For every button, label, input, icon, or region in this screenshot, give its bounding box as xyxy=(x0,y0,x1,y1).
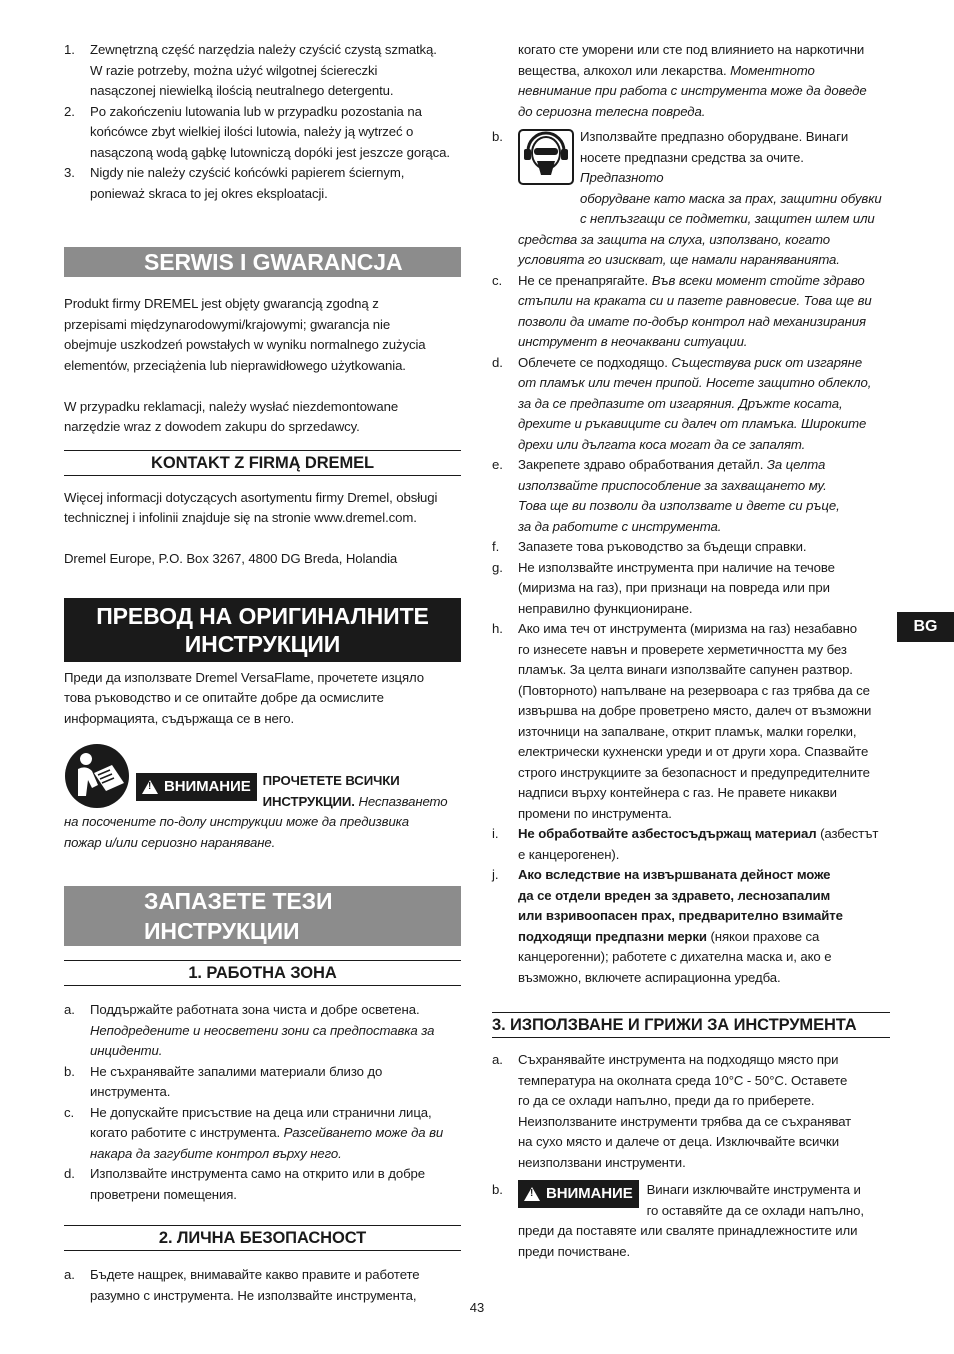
spacer xyxy=(64,570,461,598)
spacer xyxy=(492,988,890,1012)
warning-triangle-icon xyxy=(524,1187,540,1201)
text-line: W przypadku reklamacji, należy wysłać niezdemontowane xyxy=(64,398,399,414)
text-line: nasączoną wodą gąbkę lutowniczą dopóki jest jeszcze gorąca. xyxy=(90,144,450,160)
list-text xyxy=(518,353,890,456)
section-title-licna: 2. ЛИЧНА БЕЗОПАСНОСТ xyxy=(64,1225,461,1251)
text-line: Zewnętrzną część narzędzia należy czyścić czystą szmatką. xyxy=(90,42,437,57)
text-line: Винаги изключвайте инструмента и xyxy=(646,1182,861,1197)
spacer xyxy=(64,277,461,294)
text-line xyxy=(518,312,890,333)
text-line xyxy=(518,373,890,394)
text-line xyxy=(90,1041,461,1062)
text-line: разумно с инструмента. Не използвайте инструмента, xyxy=(90,1287,417,1303)
text-line: elementów, przeciążenia lub nieprawidłowego użytkowania. xyxy=(64,357,406,373)
list-marker: b. xyxy=(492,129,503,144)
text-line xyxy=(518,681,890,702)
text-line xyxy=(518,353,890,374)
text-run: канцерогенни); работете с дихателна маска и, ако е xyxy=(518,949,832,964)
text-line xyxy=(518,599,890,620)
text-line xyxy=(518,640,890,661)
list-text xyxy=(518,455,890,537)
list-marker: c. xyxy=(64,1104,75,1120)
list-item xyxy=(492,271,890,353)
text-run: Не използвайте инструмента при наличие на течове xyxy=(518,559,835,575)
list-item xyxy=(492,1050,890,1173)
text-run: промени по инструмента. xyxy=(518,805,672,821)
text-line xyxy=(518,558,890,579)
text-run: стъпили на краката си и пазете равновесие. Това ще ви xyxy=(518,293,872,308)
text-line: това ръководство и се опитайте добре да осмислите xyxy=(64,690,384,705)
list-marker: b. xyxy=(64,1063,75,1079)
list-text xyxy=(90,40,461,102)
section-title-prevod xyxy=(64,598,461,662)
section-title-use-care: 3. ИЗПОЛЗВАНЕ И ГРИЖИ ЗА ИНСТРУМЕНТА xyxy=(492,1012,890,1038)
text-run: накара да загубите контрол върху него. xyxy=(90,1145,342,1161)
text-line xyxy=(518,947,890,968)
text-line: W razie potrzeby, można użyć wilgotnej ściereczki xyxy=(90,62,378,78)
list-item xyxy=(64,163,461,204)
list-text xyxy=(518,824,890,865)
text-run: Използвайте инструмента само на открито или в добре xyxy=(90,1166,426,1181)
text-line xyxy=(518,435,890,456)
list-marker: b. xyxy=(492,1182,503,1197)
warning-triangle-icon xyxy=(142,780,158,794)
text-line: obejmuje uszkodzeń powstałych w wyniku normalnego zużycia xyxy=(64,337,426,352)
text-line xyxy=(518,81,890,102)
list-text xyxy=(518,537,890,558)
text-line xyxy=(518,804,890,825)
warning-label xyxy=(136,773,257,801)
list-text xyxy=(90,1103,461,1165)
list-item xyxy=(492,537,890,558)
spacer xyxy=(64,946,461,960)
list-item xyxy=(492,558,890,620)
text-line: неизползвани инструменти. xyxy=(518,1154,686,1170)
text-line xyxy=(90,1164,461,1185)
list-marker: h. xyxy=(492,621,503,636)
list-text xyxy=(90,1000,461,1062)
text-line xyxy=(518,517,890,538)
spacer xyxy=(64,853,461,886)
spacer xyxy=(64,204,461,247)
text-line xyxy=(263,792,448,813)
text-run: Не се пренапрягайте. xyxy=(518,272,652,288)
list-text xyxy=(90,102,461,164)
text-line: на посочените по-долу инструкции може да предизвика xyxy=(64,814,410,829)
text-line xyxy=(90,1103,461,1124)
warning-label xyxy=(518,1180,639,1208)
text-run: източници на запалване, открит пламък, малки горелки, xyxy=(518,723,857,739)
text-run: Не съхранявайте запалими материали близо до инструмента. xyxy=(90,1063,383,1099)
section-title-zona: 1. РАБОТНА ЗОНА xyxy=(64,960,461,986)
list-marker: g. xyxy=(492,559,503,575)
list-item xyxy=(492,619,890,824)
text-line xyxy=(518,742,890,763)
text-line: информацията, съдържаща се в него. xyxy=(64,710,295,726)
text-line xyxy=(580,189,890,210)
list-item xyxy=(64,1062,461,1103)
right-column xyxy=(492,40,890,1262)
list-marker: j. xyxy=(492,867,499,882)
list-marker: a. xyxy=(64,1267,75,1282)
text-run: дрехи или дългата коса могат да се запалят. xyxy=(518,436,806,452)
section-title-kontakt: KONTAKT Z FIRMĄ DREMEL xyxy=(64,450,461,476)
text-line xyxy=(518,968,890,989)
text-run: (Повторното) напълване на резервоара с газ трябва да се xyxy=(518,682,870,698)
spacer xyxy=(64,438,461,450)
text-run: Поддържайте работната зона чиста и добре осветена. xyxy=(90,1002,420,1017)
text-line: средства за защита на слуха, използвано, когато xyxy=(518,231,831,247)
text-line xyxy=(90,1123,461,1144)
list-marker: 1. xyxy=(64,42,75,57)
text-run-italic: Разсейването може да ви xyxy=(283,1125,444,1140)
text-line xyxy=(518,291,890,312)
text-run: Използвайте предпазно оборудване. Винаги xyxy=(580,129,849,144)
warning-text: ВНИМАНИЕ xyxy=(546,1185,633,1202)
list-marker: 2. xyxy=(64,103,75,119)
text-run: пламък. За целта винаги използвайте сапунен разтвор. xyxy=(518,662,853,677)
text-line xyxy=(518,886,890,907)
text-line: преди почистване. xyxy=(518,1243,631,1259)
text-run: позволи да имате по-добър контрол над механизирания xyxy=(518,313,866,329)
list-text xyxy=(90,163,461,204)
text-run-italic: Предпазното xyxy=(580,170,664,185)
text-run: извършва на добре проветрено място, далеч от възможни xyxy=(518,703,872,718)
text-run: Ако вследствие на извършваната дейност може xyxy=(518,867,831,882)
text-line xyxy=(90,1062,461,1103)
protective-equipment-icon xyxy=(518,129,574,185)
warning-text: ВНИМАНИЕ xyxy=(164,778,251,795)
text-run: невнимание при работа с инструмента може да доведе xyxy=(518,83,867,98)
spacer xyxy=(64,529,461,550)
text-line xyxy=(518,332,890,353)
list-item xyxy=(64,40,461,102)
text-line: narzędzie wraz z dowodem zakupu do sprzedawcy. xyxy=(64,419,360,434)
text-run: Облечете се подходящо. xyxy=(518,354,672,370)
text-line xyxy=(90,1021,461,1042)
text-line xyxy=(518,61,890,82)
text-line xyxy=(518,476,890,497)
text-line xyxy=(518,414,890,435)
text-line: nasączonej niewielką ilością neutralnego detergentu. xyxy=(90,83,394,98)
text-line xyxy=(518,394,890,415)
text-run: строго инструкциите за безопасност и предупредителните xyxy=(518,764,870,780)
list-text xyxy=(518,558,890,620)
text-line xyxy=(518,824,890,845)
text-line xyxy=(90,1144,461,1165)
text-line: температура на околната среда 10°C - 50°C. Оставете xyxy=(518,1072,848,1088)
text-line: ponieważ skraca to jej okres eksploatacji. xyxy=(90,185,328,201)
text-run: електрически кухненски уреди и от други хора. Спазвайте xyxy=(518,744,869,759)
text-line: Бъдете нащрек, внимавайте какво правите и работете xyxy=(90,1267,420,1282)
list-item xyxy=(492,353,890,456)
text-run: носете предпазни средства за очите. xyxy=(580,149,804,165)
text-run: (някои прахове са xyxy=(706,928,820,944)
text-run: (азбестът xyxy=(816,826,879,841)
warning-heading: ПРОЧЕТЕТЕ ВСИЧКИ xyxy=(262,773,400,788)
text-run: подходящи предпазни мерки xyxy=(518,928,707,944)
read-manual-icon xyxy=(64,743,130,809)
text-run: когато работите с инструмента. xyxy=(90,1125,284,1140)
text-line: końcówce zbyt wielkiej ilości lutowia, należy ją wytrzeć o xyxy=(90,124,414,139)
text-run: Запазете това ръководство за бъдещи справки. xyxy=(518,539,807,554)
text-run: с неплъзгащи се подметки, защитен шлем или xyxy=(580,211,875,226)
text-line: Неизползваните инструменти трябва да се съхраняват xyxy=(518,1113,852,1129)
list-item xyxy=(64,1000,461,1062)
list-text xyxy=(90,1164,461,1205)
list-text xyxy=(518,271,890,353)
text-run: неправилно функциониране. xyxy=(518,600,693,616)
text-line xyxy=(518,537,890,558)
text-run: възможно, включете аспирационна уредба. xyxy=(518,969,781,985)
text-run: Не обработвайте азбестосъдържащ материал xyxy=(518,826,817,841)
spacer xyxy=(64,1251,461,1265)
text-run: за да се предпазите от изгаряния. Дръжте косата, xyxy=(518,395,843,411)
text-line xyxy=(518,701,890,722)
text-line: го оставяйте да се охлади напълно, xyxy=(646,1202,864,1218)
spacer xyxy=(64,729,461,743)
text-line: Dremel Europe, P.O. Box 3267, 4800 DG Breda, Holandia xyxy=(64,551,398,566)
list-marker: 3. xyxy=(64,165,75,180)
spacer xyxy=(64,986,461,1000)
text-line xyxy=(580,209,890,230)
text-line xyxy=(518,578,890,599)
text-line xyxy=(90,1185,461,1206)
list-item xyxy=(492,824,890,865)
title-line: ПРЕВОД НА ОРИГИНАЛНИТЕ xyxy=(96,602,429,629)
text-line: условията го изискват, ще намали нараняванията. xyxy=(518,252,840,267)
text-run-italic: За целта xyxy=(766,457,826,472)
text-line xyxy=(518,102,890,123)
text-line xyxy=(518,271,890,292)
text-run: когато сте уморени или сте под влиянието на наркотични xyxy=(518,42,865,57)
list-marker: f. xyxy=(492,539,500,554)
text-line xyxy=(518,783,890,804)
list-text xyxy=(518,619,890,824)
text-run: Неподредените и неосветени зони са предпоставка за xyxy=(90,1022,435,1038)
text-line: Po zakończeniu lutowania lub w przypadku pozostania na xyxy=(90,103,422,119)
list-text xyxy=(90,1062,461,1103)
text-run: Това ще ви позволи да използвате и двете си ръце, xyxy=(518,498,840,513)
section-title-serwis: SERWIS I GWARANCJA xyxy=(64,247,461,277)
list-item xyxy=(64,1103,461,1165)
text-line: Съхранявайте инструмента на подходящо място при xyxy=(518,1052,839,1067)
text-line: technicznej i infolinii znajduje się na stronie www.dremel.com. xyxy=(64,510,417,525)
section-title-zapazete: ЗАПАЗЕТЕ ТЕЗИ ИНСТРУКЦИИ xyxy=(64,886,461,946)
text-run-italic: Съществува риск от изгаряне xyxy=(671,354,863,370)
spacer xyxy=(492,1038,890,1050)
text-line xyxy=(518,865,890,886)
text-run: или взривоопасен прах, предварително взимайте xyxy=(518,908,843,923)
text-line xyxy=(518,455,890,476)
warning-heading: ИНСТРУКЦИИ. xyxy=(262,793,355,809)
text-run: за да работите с инструмента. xyxy=(518,518,722,534)
spacer xyxy=(64,476,461,488)
text-run: (миризма на газ), при признаци на повреда или при xyxy=(518,580,830,595)
text-run: до сериозна телесна повреда. xyxy=(518,103,706,119)
text-line xyxy=(518,496,890,517)
text-line xyxy=(518,927,890,948)
page-number: 43 xyxy=(469,1300,485,1315)
list-item xyxy=(64,102,461,164)
list-marker: d. xyxy=(64,1166,75,1181)
list-item xyxy=(492,455,890,537)
spacer xyxy=(64,376,461,397)
spacer xyxy=(492,1173,890,1180)
list-text xyxy=(518,865,890,988)
text-line xyxy=(518,660,890,681)
text-run: дрехите и ръкавиците си далеч от пламъка. Широките xyxy=(518,416,867,431)
text-line: на сухо място и далече от деца. Изключвайте всички xyxy=(518,1134,839,1149)
text-run: Не допускайте присъствие на деца или странични лица, xyxy=(90,1104,432,1120)
text-run: оборудване като маска за прах, защитни обувки xyxy=(580,190,882,206)
text-line: преди да поставяте или сваляте принадлежностите или xyxy=(518,1223,858,1238)
text-line: Преди да използвате Dremel VersaFlame, прочетете изцяло xyxy=(64,669,425,685)
list-item xyxy=(492,127,890,271)
text-line: Produkt firmy DREMEL jest objęty gwarancją zgodną z xyxy=(64,296,379,311)
text-run: проветрени помещения. xyxy=(90,1186,237,1202)
text-line: Więcej informacji dotyczących asortymentu firmy Dremel, obsługi xyxy=(64,489,438,505)
list-marker: e. xyxy=(492,457,503,472)
text-run: е канцерогенен). xyxy=(518,846,620,862)
warning-text: Неспазването xyxy=(358,793,448,809)
language-tab: BG xyxy=(897,612,954,642)
text-line xyxy=(518,845,890,866)
text-run: използвайте приспособление за захващането му. xyxy=(518,477,827,493)
text-line: пожар и/или сериозно нараняване. xyxy=(64,834,276,850)
text-run-italic: Във всеки момент стойте здраво xyxy=(651,272,865,288)
text-line xyxy=(580,127,890,148)
list-marker: a. xyxy=(64,1002,75,1017)
list-item xyxy=(64,1164,461,1205)
list-marker: i. xyxy=(492,826,499,841)
text-run-italic: Моментното xyxy=(730,62,815,78)
text-line xyxy=(580,148,890,189)
text-line: го да се охлади напълно, преди да го приберете. xyxy=(518,1093,815,1108)
text-run: вещества, алкохол или лекарства. xyxy=(518,62,731,78)
text-run: инциденти. xyxy=(90,1043,163,1058)
title-line: ИНСТРУКЦИИ xyxy=(184,630,341,657)
list-item xyxy=(492,1180,890,1262)
text-run: надписи върху контейнера с газ. Не правете никакви xyxy=(518,785,837,800)
spacer xyxy=(64,1205,461,1225)
text-run: инструмент в неочаквани ситуации. xyxy=(518,334,748,349)
text-line xyxy=(90,1000,461,1021)
text-line xyxy=(518,906,890,927)
text-line xyxy=(518,40,890,61)
text-run: го изнесете навън и проверете херметичността му без xyxy=(518,641,847,657)
text-run: да се отдели вреден за здравето, леснозапалим xyxy=(518,887,831,903)
text-line xyxy=(518,763,890,784)
list-marker: a. xyxy=(492,1052,503,1067)
text-line xyxy=(518,722,890,743)
text-run: Ако има теч от инструмента (миризма на газ) незабавно xyxy=(518,621,858,636)
text-line: przepisami międzynarodowymi/krajowymi; gwarancja nie xyxy=(64,316,391,332)
text-run: от пламък или течен припой. Носете защитно облекло, xyxy=(518,375,872,390)
list-marker: d. xyxy=(492,354,503,370)
read-instructions-warning xyxy=(64,743,461,812)
text-line: Nigdy nie należy czyścić końcówki papierem ściernym, xyxy=(90,165,405,180)
left-column xyxy=(64,40,461,1306)
text-line xyxy=(518,619,890,640)
list-marker: c. xyxy=(492,272,503,288)
list-item xyxy=(492,865,890,988)
text-run: Закрепете здраво обработвания детайл. xyxy=(518,457,767,472)
